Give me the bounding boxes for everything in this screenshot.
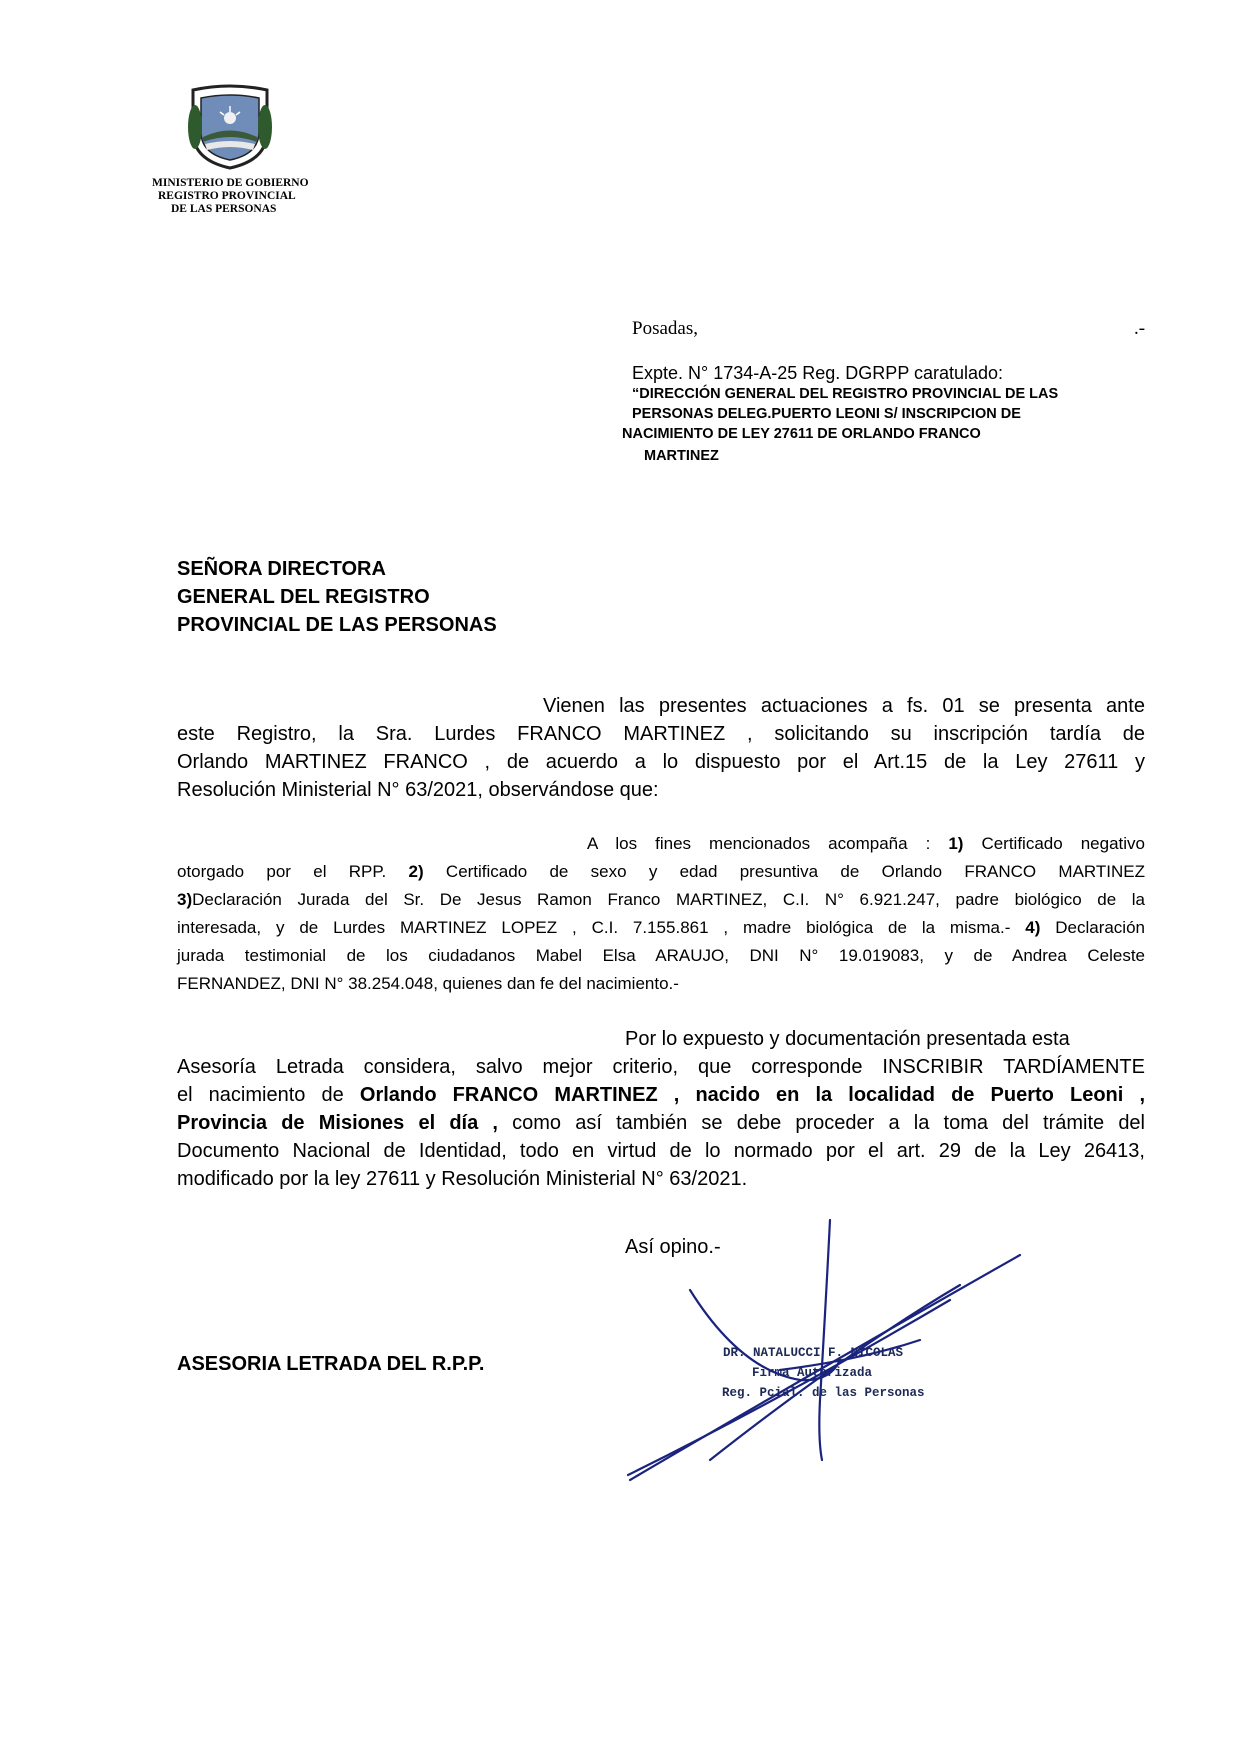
ministry-line-1: MINISTERIO DE GOBIERNO <box>152 177 309 189</box>
paragraph-2-line-2 <box>177 858 1145 886</box>
ministry-line-3: DE LAS PERSONAS <box>171 203 277 215</box>
text-run: Declaración Jurada del Sr. De Jesus Ramon Franco MARTINEZ, C.I. N° 6.921.247, padre biológico de la <box>192 890 1145 909</box>
text-run: Declaración <box>1040 918 1145 937</box>
provincial-seal-logo <box>185 82 275 170</box>
paragraph-2-line-4 <box>177 914 1145 942</box>
place-label: Posadas, <box>632 318 698 339</box>
paragraph-2-line-3 <box>177 886 1145 914</box>
paragraph-2-line-5: jurada testimonial de los ciudadanos Mabel Elsa ARAUJO, DNI N° 19.019083, y de Andrea Celeste <box>177 946 1145 965</box>
caratula-line-1: “DIRECCIÓN GENERAL DEL REGISTRO PROVINCIAL DE LAS <box>632 386 1059 402</box>
addressee-block <box>177 555 497 639</box>
text-run: el nacimiento de <box>177 1084 360 1106</box>
paragraph-2-line-6: FERNANDEZ, DNI N° 38.254.048, quienes dan fe del nacimiento.- <box>177 974 679 993</box>
paragraph-3-line-2: Asesoría Letrada considera, salvo mejor criterio, que corresponde INSCRIBIR TARDÍAMENTE <box>177 1056 1145 1078</box>
caratula-line-3: NACIMIENTO DE LEY 27611 DE ORLANDO FRANCO <box>622 426 981 442</box>
addressee-line-2: GENERAL DEL REGISTRO <box>177 586 430 608</box>
handwritten-signature <box>600 1210 1050 1510</box>
paragraph-3-line-3 <box>177 1081 1145 1109</box>
paragraph-2 <box>177 830 1145 998</box>
text-run: interesada, y de Lurdes MARTINEZ LOPEZ , C.I. 7.155.861 , madre biológica de la misma.- <box>177 918 1026 937</box>
paragraph-3-line-6: modificado por la ley 27611 y Resolución Ministerial N° 63/2021. <box>177 1168 748 1190</box>
expediente-number: Expte. N° 1734-A-25 Reg. DGRPP caratulado: <box>632 363 1004 383</box>
paragraph-1-line-3: Orlando MARTINEZ FRANCO , de acuerdo a lo dispuesto por el Art.15 de la Ley 27611 y <box>177 751 1145 773</box>
item-number-1: 1) <box>948 834 964 853</box>
paragraph-3-line-5: Documento Nacional de Identidad, todo en virtud de lo normado por el art. 29 de la Ley 26413, <box>177 1140 1145 1162</box>
stamp-line-1: DR. NATALUCCI F. NICOLAS <box>723 1346 904 1360</box>
paragraph-3 <box>177 1025 1145 1193</box>
caratula-line-4: MARTINEZ <box>644 448 719 464</box>
item-number-4: 4) <box>1025 918 1041 937</box>
closing-phrase: Así opino.- <box>625 1236 721 1258</box>
text-run: A los fines mencionados acompaña : <box>587 834 949 853</box>
stamp-line-2: Firma Autorizada <box>752 1366 873 1380</box>
office-name: ASESORIA LETRADA DEL R.P.P. <box>177 1353 485 1375</box>
addressee-line-1: SEÑORA DIRECTORA <box>177 558 386 580</box>
addressee-line-3: PROVINCIAL DE LAS PERSONAS <box>177 614 497 636</box>
text-run: como así también se debe proceder a la toma del trámite del <box>497 1112 1146 1134</box>
paragraph-3-line-4 <box>177 1109 1145 1137</box>
bold-run: Provincia de Misiones el día , <box>177 1112 498 1134</box>
paragraph-1-line-4: Resolución Ministerial N° 63/2021, observándose que: <box>177 779 659 801</box>
text-run: otorgado por el RPP. <box>177 862 409 881</box>
bold-run: Orlando FRANCO MARTINEZ , nacido en la localidad de Puerto Leoni , <box>359 1084 1145 1106</box>
item-number-3: 3) <box>177 890 193 909</box>
paragraph-1-line-2: este Registro, la Sra. Lurdes FRANCO MARTINEZ , solicitando su inscripción tardía de <box>177 723 1145 745</box>
item-number-2: 2) <box>408 862 424 881</box>
text-run: Certificado de sexo y edad presuntiva de Orlando FRANCO MARTINEZ <box>423 862 1145 881</box>
text-run: Certificado negativo <box>963 834 1145 853</box>
caratula-line-2: PERSONAS DELEG.PUERTO LEONI S/ INSCRIPCION DE <box>632 406 1021 422</box>
paragraph-1 <box>177 692 1145 804</box>
paragraph-3-line-1: Por lo expuesto y documentación presentada esta <box>625 1028 1070 1050</box>
place-end-mark: .- <box>1134 318 1146 339</box>
ministry-line-2: REGISTRO PROVINCIAL <box>158 190 296 202</box>
paragraph-2-line-1 <box>177 830 1145 858</box>
stamp-line-3: Reg. Pcial. de las Personas <box>722 1386 925 1400</box>
paragraph-1-line-1: Vienen las presentes actuaciones a fs. 01 se presenta ante <box>543 695 1145 717</box>
